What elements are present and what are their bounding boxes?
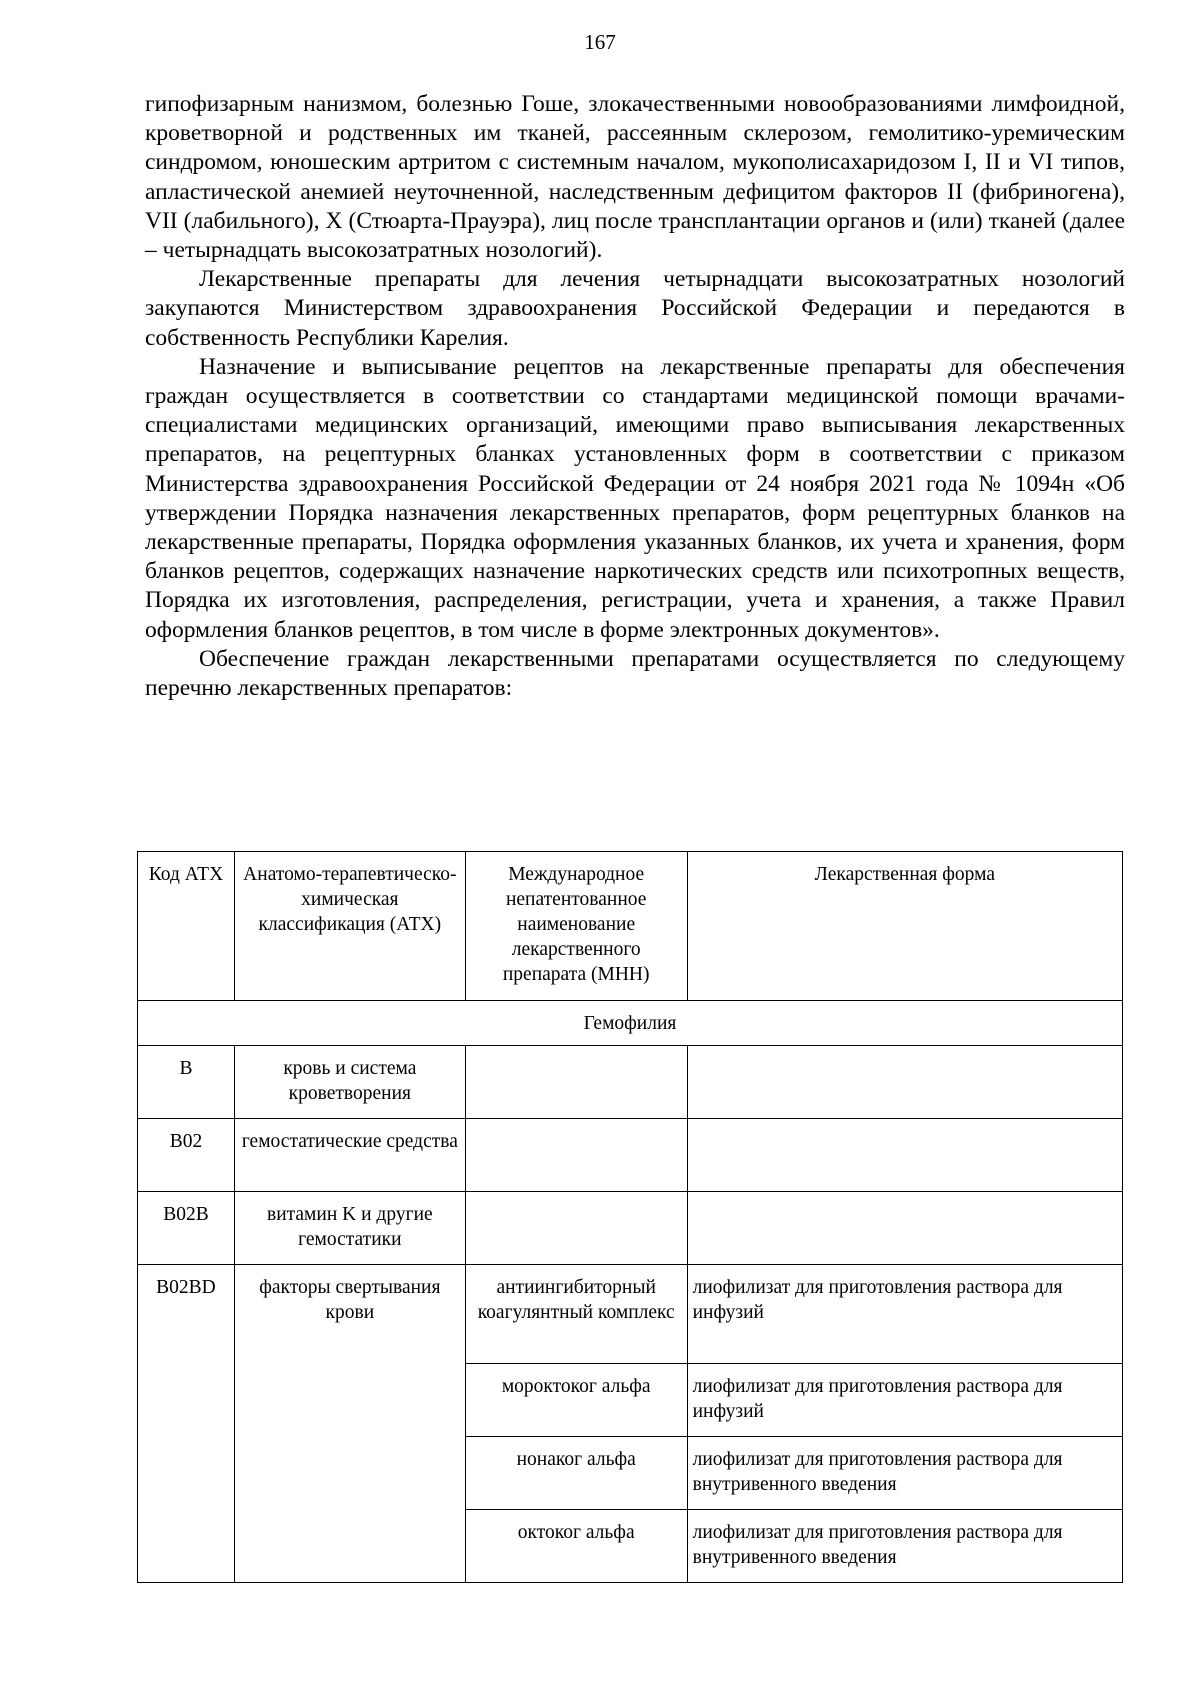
drug-list-table	[137, 851, 1123, 1583]
form-cell	[687, 1192, 1122, 1265]
paragraph: Назначение и выписывание рецептов на лекарственные препараты для обеспечения граждан осуществляется в соответствии со стандартами медицинской помощи врачами-специалистами медицинских организаций, имеющими право выписывания лекарственных препаратов, на рецептурных бланках установленных форм в соответствии с приказом Министерства здравоохранения Российской Федерации от 24 ноября 2021 года № 1094н «Об утверждении Порядка назначения лекарственных препаратов, форм рецептурных бланков на лекарственные препараты, Порядка оформления указанных бланков, их учета и хранения, форм бланков рецептов, содержащих назначение наркотических средств или психотропных веществ, Порядка их изготовления, распределения, регистрации, учета и хранения, а также Правил оформления бланков рецептов, в том числе в форме электронных документов».	[145, 353, 1125, 643]
form-cell: лиофилизат для приготовления раствора для инфузий	[687, 1265, 1122, 1364]
inn-cell: мороктоког альфа	[465, 1364, 687, 1437]
atc-name: гемостатические средства	[234, 1119, 465, 1192]
form-cell: лиофилизат для приготовления раствора для внутривенного введения	[687, 1510, 1122, 1583]
inn-cell: нонаког альфа	[465, 1437, 687, 1510]
atc-name: факторы свертывания крови	[234, 1265, 465, 1583]
table-header-row	[138, 852, 1123, 1001]
header-form: Лекарственная форма	[687, 852, 1122, 1001]
section-row	[138, 1001, 1123, 1046]
body-text	[145, 90, 1125, 703]
form-cell	[687, 1046, 1122, 1119]
table-row	[138, 1046, 1123, 1119]
page-number: 167	[584, 30, 616, 54]
atc-name: кровь и система кроветворения	[234, 1046, 465, 1119]
inn-cell	[465, 1192, 687, 1265]
paragraph: Обеспечение граждан лекарственными препаратами осуществляется по следующему перечню лекарственных препаратов:	[145, 645, 1125, 702]
inn-cell: антиингибиторный коагулянтный комплекс	[465, 1265, 687, 1364]
header-atc: Анатомо-терапевтическо-химическая классификация (АТХ)	[234, 852, 465, 1001]
inn-cell	[465, 1046, 687, 1119]
atc-code: B02B	[138, 1192, 235, 1265]
header-inn: Международное непатентованное наименование лекарственного препарата (МНН)	[465, 852, 687, 1001]
paragraph: Лекарственные препараты для лечения четырнадцати высокозатратных нозологий закупаются Министерством здравоохранения Российской Федерации и передаются в собственность Республики Карелия.	[145, 266, 1125, 351]
table-row	[138, 1119, 1123, 1192]
form-cell: лиофилизат для приготовления раствора для внутривенного введения	[687, 1437, 1122, 1510]
form-cell	[687, 1119, 1122, 1192]
table-row	[138, 1265, 1123, 1364]
table-row	[138, 1192, 1123, 1265]
section-title: Гемофилия	[138, 1001, 1123, 1046]
atc-code: B	[138, 1046, 235, 1119]
atc-name: витамин K и другие гемостатики	[234, 1192, 465, 1265]
form-cell: лиофилизат для приготовления раствора для инфузий	[687, 1364, 1122, 1437]
paragraph: гипофизарным нанизмом, болезнью Гоше, злокачественными новообразованиями лимфоидной, кроветворной и родственных им тканей, рассеянным склерозом, гемолитико-уремическим синдромом, юношеским артритом с системным началом, мукополисахаридозом I, II и VI типов, апластической анемией неуточненной, наследственным дефицитом факторов II (фибриногена), VII (лабильного), X (Стюарта-Прауэра), лиц после трансплантации органов и (или) тканей (далее – четырнадцать высокозатратных нозологий).	[145, 91, 1125, 264]
inn-cell: октоког альфа	[465, 1510, 687, 1583]
atc-code: B02BD	[138, 1265, 235, 1583]
inn-cell	[465, 1119, 687, 1192]
header-code: Код АТХ	[138, 852, 235, 1001]
atc-code: B02	[138, 1119, 235, 1192]
